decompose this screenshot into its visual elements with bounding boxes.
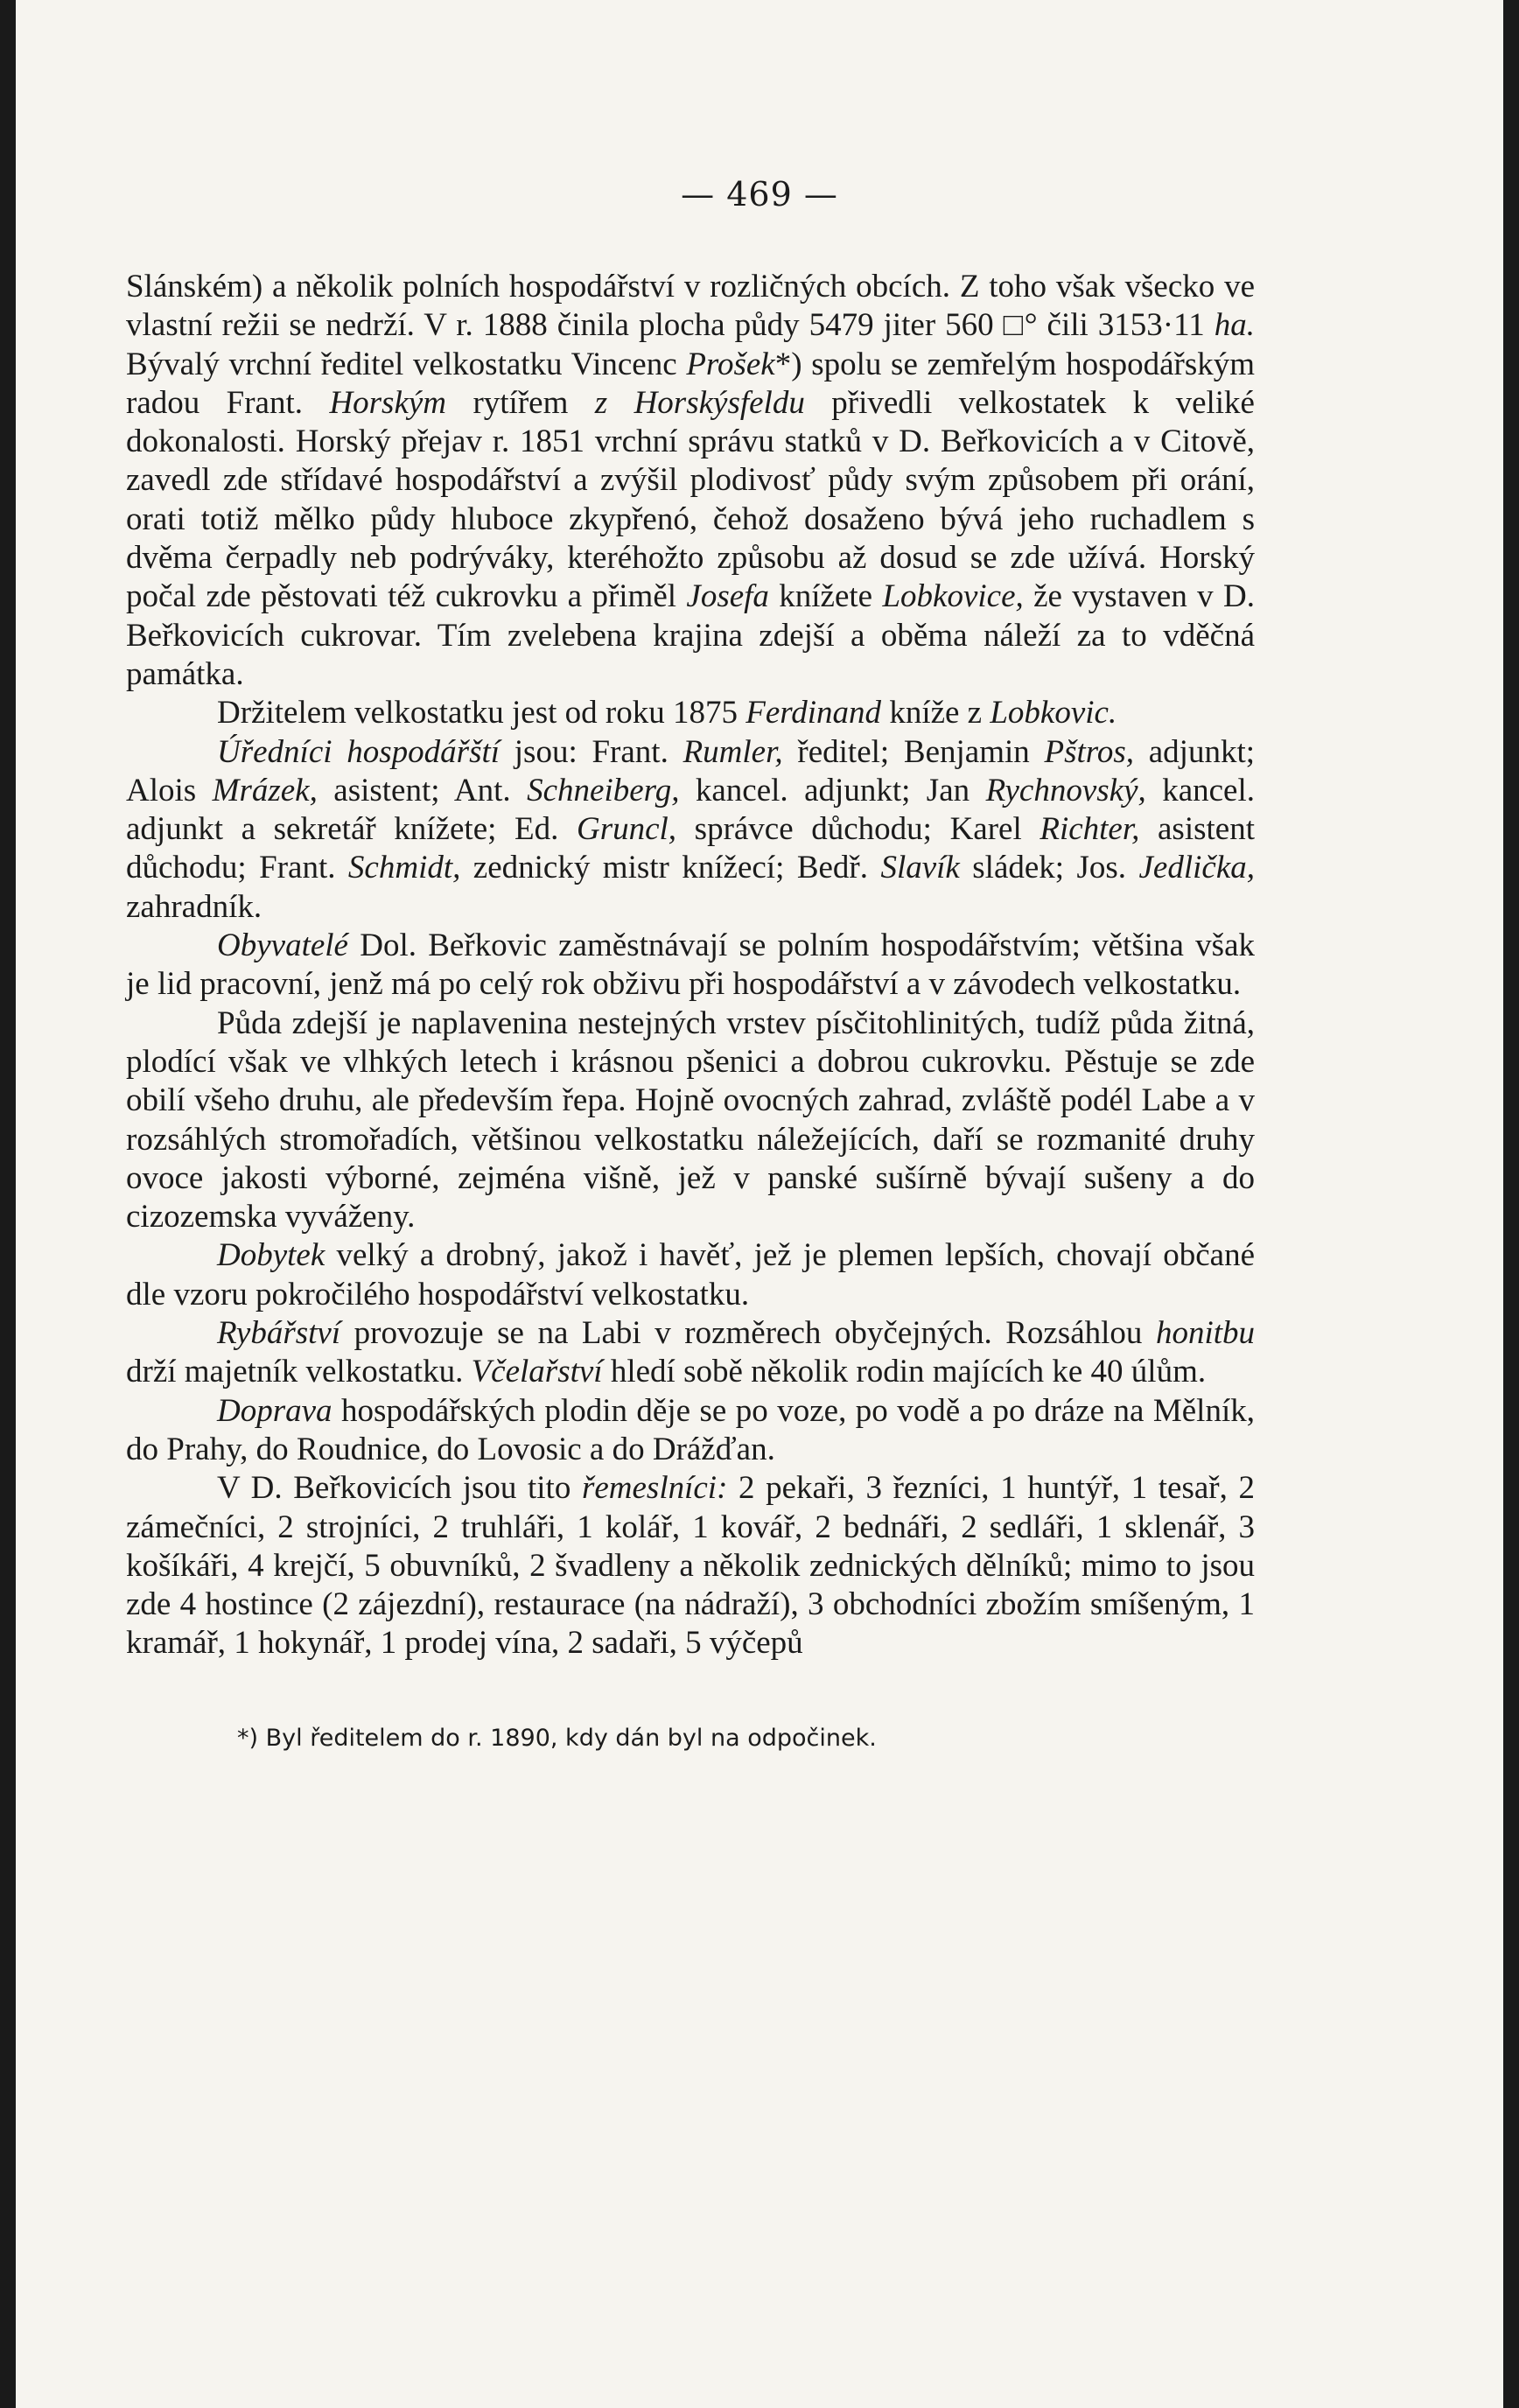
text-run: kancel. adjunkt; Jan (679, 772, 986, 808)
paragraph (126, 1392, 1255, 1470)
paragraph (126, 268, 1255, 694)
text-run: správce důchodu; Karel (676, 811, 1040, 848)
italic-text: Horským (329, 384, 447, 421)
text-run: knížete (768, 578, 883, 615)
italic-text: Schmidt, (347, 850, 461, 886)
paragraph (126, 694, 1255, 732)
paragraph (126, 733, 1255, 927)
text-run: že vystaven v D. Beřkovicích cukrovar. Tím zvelebena krajina zdejší a oběma náleží za to vděčná památka. (126, 578, 1255, 692)
text-run: asistent důchodu; Frant. (126, 811, 1255, 886)
italic-text: Lobkovic. (990, 695, 1117, 732)
text-run: sládek; Jos. (959, 850, 1139, 886)
italic-text: Dobytek (217, 1237, 326, 1274)
text-run: kancel. adjunkt a sekretář knížete; Ed. (126, 772, 1255, 848)
italic-text: Pštros, (1044, 733, 1134, 770)
italic-text: ha. (1214, 307, 1255, 344)
text-run: asistent; Ant. (317, 772, 528, 808)
italic-text: Richter, (1040, 811, 1140, 848)
italic-text: Úředníci hospodářští (217, 733, 500, 770)
footnote: *) Byl ředitelem do r. 1890, kdy dán byl na odpočinek. (237, 1725, 877, 1752)
text-run: drží majetník velkostatku. (126, 1354, 472, 1390)
text-run: *) spolu se zemřelým hospodářským radou Frant. (126, 346, 1256, 421)
italic-text: Rychnovský, (985, 772, 1146, 808)
italic-text: z Horskýsfeldu (594, 384, 805, 421)
text-run: Držitelem velkostatku jest od roku 1875 (217, 695, 746, 732)
text-run: rytířem (446, 384, 595, 421)
text-run: hledí sobě několik rodin majících ke 40 úlům. (602, 1354, 1207, 1390)
paragraph (126, 1314, 1255, 1392)
text-run: adjunkt; Alois (126, 733, 1256, 808)
text-run: zahradník. (126, 888, 262, 925)
page-number: — 469 — (681, 175, 838, 214)
text-run: zednický mistr knížecí; Bedř. (460, 850, 881, 886)
italic-text: honitbu (1155, 1315, 1255, 1352)
body-text (126, 268, 1255, 1663)
italic-text: Gruncl, (576, 811, 677, 848)
text-run: V D. Beřkovicích jsou tito (217, 1470, 582, 1507)
text-run: ředitel; Benjamin (782, 733, 1045, 770)
italic-text: Ferdinand (746, 695, 882, 732)
italic-text: Rumler, (682, 733, 783, 770)
italic-text: řemeslníci: (581, 1470, 728, 1507)
italic-text: Schneiberg, (527, 772, 680, 808)
italic-text: Rybářství (217, 1315, 341, 1352)
paragraph (126, 1236, 1255, 1314)
text-run: Slánském) a několik polních hospodářství v rozličných obcích. Z toho však všecko ve vlastní režii se nedrží. V r. 1888 činila plocha půdy 5479 jiter 560 □° čili 3153·11 (126, 269, 1255, 344)
italic-text: Jedlička, (1138, 850, 1255, 886)
book-page (16, 0, 1503, 2408)
text-run: 2 pekaři, 3 řezníci, 1 huntýř, 1 tesař, 2 zámečníci, 2 strojníci, 2 truhláři, 1 kolář, 1 kovář, 2 bednáři, 2 sedláři, 1 sklenář, 3 košíkáři, 4 krejčí, 5 obuvníků, 2 švadleny a několik zednických dělníků; mimo to jsou zde 4 hostince (2 zájezdní), restaurace (na nádraží), 3 obchodníci zbožím smíšeným, 1 kramář, 1 hokynář, 1 prodej vína, 2 sadaři, 5 výčepů (126, 1470, 1255, 1662)
italic-text: Prošek (686, 346, 775, 382)
paragraph (126, 927, 1255, 1004)
text-run: kníže z (881, 695, 990, 732)
text-run: Půda zdejší je naplavenina nestejných vrstev písčitohlinitých, tudíž půda žitná, plodící však ve vlhkých letech i krásnou pšenici a dobrou cukrovku. Pěstuje se zde obilí všeho druhu, ale především řepa. Hojně ovocných zahrad, zvláště podél Labe a v rozsáhlých stromořadích, většinou velkostatku náležejících, daří se rozmanité druhy ovoce jakosti výborné, zejména višně, jež v panské sušírně bývají sušeny a do cizozemska vyváženy. (126, 1004, 1255, 1236)
text-run: hospodářských plodin děje se po voze, po vodě a po dráze na Mělník, do Prahy, do Roudnice, do Lovosic a do Drážďan. (126, 1392, 1255, 1467)
italic-text: Josefa (686, 578, 769, 615)
text-run: přivedli velkostatek k veliké dokonalosti. Horský přejav r. 1851 vrchní správu statků v D. Beřkovicích a v Citově, zavedl zde střídavé hospodářství a zvýšil plodivosť půdy svým způsobem při orání, orati totiž mělko půdy hluboce zkypřenó, čehož dosaženo bývá jeho ruchadlem s dvěma čerpadly neb podrýváky, kteréhožto způsobu až dosud se zde užívá. Horský počal zde pěstovati též cukrovku a přiměl (126, 384, 1255, 615)
paragraph (126, 1004, 1255, 1237)
text-run: provozuje se na Labi v rozměrech obyčejných. Rozsáhlou (340, 1315, 1156, 1352)
italic-text: Lobkovice, (882, 578, 1024, 615)
italic-text: Slavík (880, 850, 960, 886)
italic-text: Včelařství (471, 1354, 603, 1390)
text-run: Bývalý vrchní ředitel velkostatku Vincenc (126, 346, 687, 382)
italic-text: Mrázek, (212, 772, 318, 808)
text-run: Dol. Beřkovic zaměstnávají se polním hospodářstvím; většina však je lid pracovní, jenž má po celý rok obživu při hospodářství a v závodech velkostatku. (126, 928, 1255, 1003)
text-run: jsou: Frant. (500, 733, 683, 770)
italic-text: Obyvatelé (217, 928, 348, 964)
paragraph (126, 1469, 1255, 1662)
italic-text: Doprava (217, 1392, 332, 1429)
text-run: velký a drobný, jakož i havěť, jež je plemen lepších, chovají občané dle vzoru pokročilého hospodářství velkostatku. (126, 1237, 1255, 1312)
